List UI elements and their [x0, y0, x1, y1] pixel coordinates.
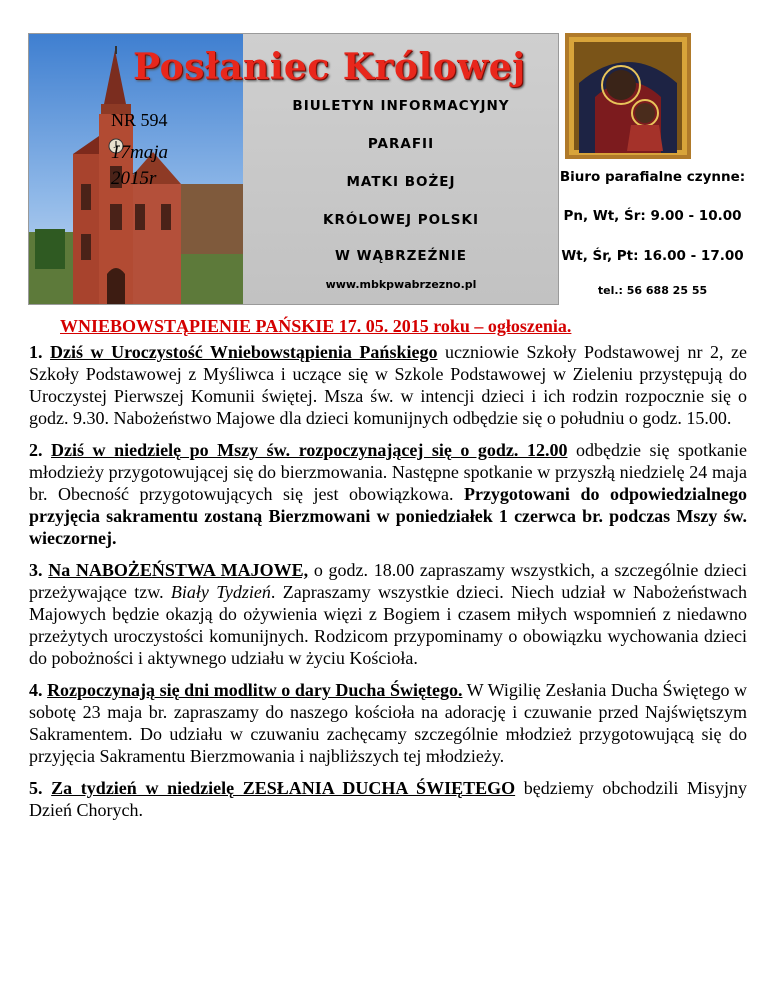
bulletin-subtitle: BIULETYN INFORMACYJNY	[292, 98, 510, 114]
issue-number: NR 594	[111, 110, 168, 130]
announcement-text: o godz. 18.00 zapraszamy wszystkich, a szczególnie dzieci przeżywające tzw.	[29, 560, 747, 602]
announcement-number: 3.	[29, 560, 43, 580]
office-hours-afternoon: Wt, Śr, Pt: 16.00 - 17.00	[561, 248, 744, 264]
announcements-headline: WNIEBOWSTĄPIENIE PAŃSKIE 17. 05. 2015 roku – ogłoszenia.	[60, 316, 572, 336]
parish-name-line-1: MATKI BOŻEJ	[346, 174, 456, 190]
announcement-number: 4.	[29, 680, 43, 700]
announcement-bold-text: Przygotowani do odpowiedzialnego przyjęcia sakramentu zostaną Bierzmowani w poniedziałek 1 czerwca br. podczas Mszy św. wieczornej.	[29, 484, 747, 548]
bulletin-header	[28, 33, 746, 305]
announcement-1	[29, 341, 747, 429]
parish-website-link[interactable]: www.mbkpwabrzezno.pl	[325, 278, 477, 291]
office-phone: tel.: 56 688 25 55	[597, 284, 708, 297]
announcement-text-continued: . Zapraszamy wszystkie dzieci. Niech udział w Nabożeństwach Majowych będzie okazją do ożywienia więzi z Bogiem i czasem miłych wspomnień z niedawno przeżytych uroczystości komunijnych. Rodzicom przypominamy o obowiązku wychowania dzieci do pobożności i aktywnego udziału w życiu Kościoła.	[29, 582, 747, 668]
bulletin-title: Posłaniec Królowej	[133, 46, 526, 88]
parish-line: PARAFII	[367, 136, 435, 152]
parish-name-line-2: KRÓLOWEJ POLSKI	[323, 212, 479, 228]
announcement-lead: Na NABOŻEŃSTWA MAJOWE,	[48, 560, 309, 580]
announcement-number: 1.	[29, 342, 43, 362]
office-title: Biuro parafialne czynne:	[559, 169, 746, 185]
office-hours-morning: Pn, Wt, Śr: 9.00 - 10.00	[563, 208, 742, 224]
masthead-banner	[28, 33, 559, 305]
announcements-list	[29, 341, 747, 831]
announcement-text: uczniowie Szkoły Podstawowej nr 2, ze Szkoły Podstawowej z Myśliwca i uczące się w Szkole Podstawowej w Zieleniu przystępują do Uroczystej Pierwszej Komunii świętej. Msza św. w intencji dzieci i ich rodzin rozpocznie się o godz. 9.30. Nabożeństwo Majowe dla dzieci komunijnych odbędzie się o południu o godz. 15.00.	[29, 342, 748, 428]
announcement-5	[29, 777, 747, 821]
announcement-lead: Rozpoczynają się dni modlitw o dary Ducha Świętego.	[47, 680, 463, 700]
announcement-text: W Wigilię Zesłania Ducha Świętego w sobotę 23 maja br. zapraszamy do naszego kościoła na adorację i czuwanie przed Najświętszym Sakramentem. Do udziału w czuwaniu zachęcamy szczególnie młodzież przygotowującą się do przyjęcia Sakramentu Bierzmowania i najbliższych tej młodzieży.	[29, 680, 747, 766]
announcement-3	[29, 559, 747, 669]
announcement-number: 5.	[29, 778, 43, 798]
announcement-4	[29, 679, 747, 767]
announcement-lead: Dziś w niedzielę po Mszy św. rozpoczynającej się o godz. 12.00	[51, 440, 568, 460]
madonna-icon	[565, 33, 691, 159]
issue-date-year: 2015r	[111, 168, 157, 189]
announcement-lead: Dziś w Uroczystość Wniebowstąpienia Pańskiego	[50, 342, 438, 362]
announcement-2	[29, 439, 747, 549]
announcement-text: będziemy obchodzili Misyjny Dzień Chorych.	[29, 778, 748, 820]
announcement-italic-text: Biały Tydzień	[170, 582, 271, 602]
issue-date-day: 17maja	[111, 142, 168, 163]
announcement-number: 2.	[29, 440, 43, 460]
parish-location: W WĄBRZEŹNIE	[335, 248, 467, 264]
announcement-text: odbędzie się spotkanie młodzieży przygotowującej się do bierzmowania. Następne spotkanie w przyszłą niedzielę 24 maja br. Obecność przygotowujących się jest obowiązkowa.	[29, 440, 747, 504]
announcement-lead: Za tydzień w niedzielę ZESŁANIA DUCHA ŚWIĘTEGO	[51, 778, 516, 798]
